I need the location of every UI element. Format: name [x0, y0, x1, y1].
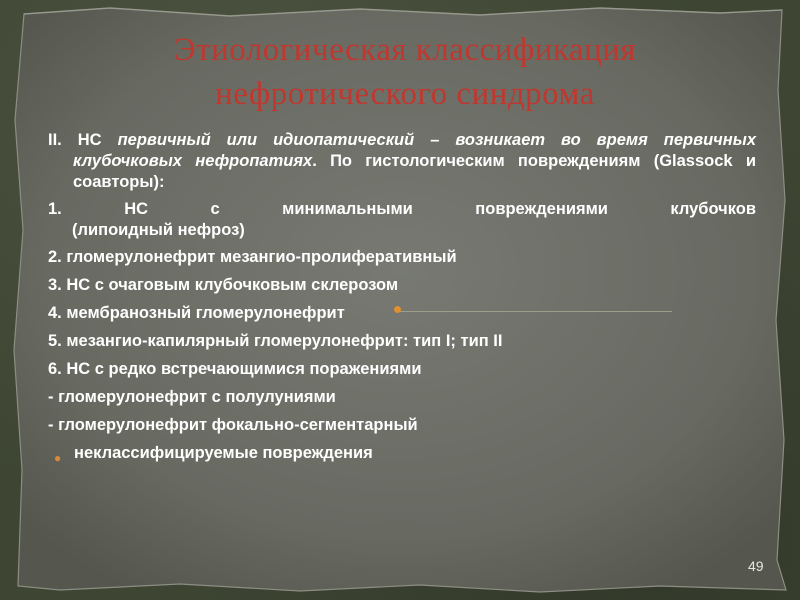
title-line-1: Этиологическая классификация — [173, 32, 637, 68]
decorative-dot — [394, 306, 401, 313]
page-number: 49 — [748, 558, 764, 574]
list-item-1 — [48, 199, 756, 241]
intro-prefix: II. НС — [48, 131, 118, 149]
classification-text — [48, 130, 756, 471]
list-item-1-line2: (липоидный нефроз) — [72, 221, 245, 239]
list-item-8: - гломерулонефрит фокально-сегментарный — [48, 416, 418, 434]
list-item-4: 4. мембранозный гломерулонефрит — [48, 304, 345, 322]
list-item-5: 5. мезангио-капилярный гломерулонефрит: тип I; тип II — [48, 332, 503, 350]
list-item-2: 2. гломерулонефрит мезангио-пролиферативный — [48, 248, 457, 266]
intro-paragraph — [48, 130, 756, 193]
bullet-dot-icon: ● — [54, 451, 62, 465]
intro-italic: первичный или идиопатический – возникает во время первичных клубочковых нефропатиях — [73, 131, 757, 170]
list-item-7: - гломерулонефрит с полулуниями — [48, 388, 336, 406]
list-item-3: 3. НС с очаговым клубочковым склерозом — [48, 276, 399, 294]
title-line-2: нефротического синдрома — [215, 76, 595, 112]
intro-rest: . По гистологическим повреждениям (Glassock и соавторы): — [73, 152, 756, 191]
bullet-item — [48, 443, 756, 464]
list-item-6: 6. НС с редко встречающимися поражениями — [48, 360, 422, 378]
list-item-1-line1: 1. НС с минимальными повреждениями клубочков — [48, 200, 756, 218]
bullet-text: неклассифицируемые повреждения — [74, 444, 373, 462]
decorative-line — [400, 311, 672, 312]
slide-title — [60, 28, 750, 116]
